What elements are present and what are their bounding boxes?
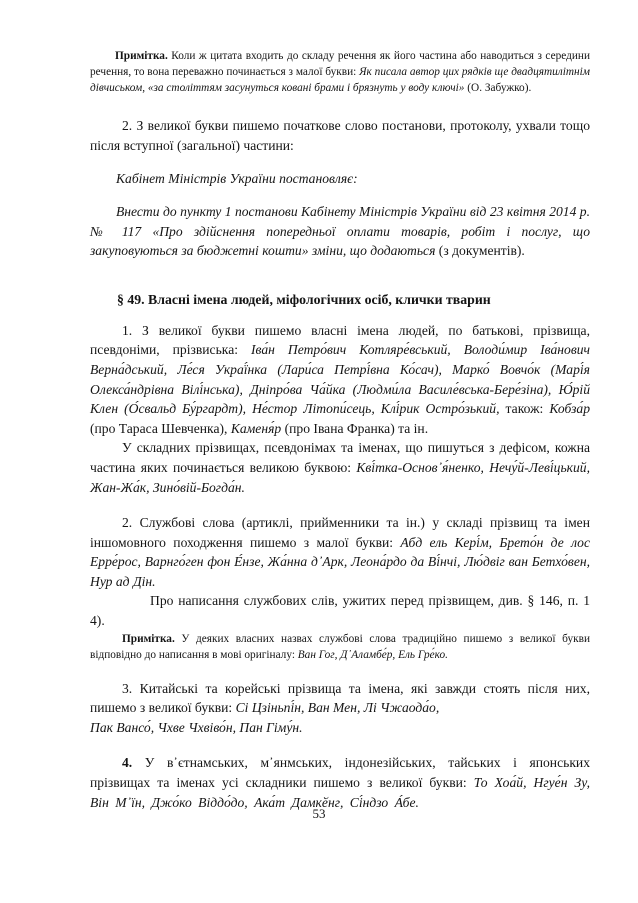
paragraph-function-words: 2. Службові слова (артиклі, прийменники та ін.) у складі прізвищ та імен іншомовного походження пишемо з малої букви: Абд ель Кері́м, Брето́н де лос Ерре́рос, Варнго́ген фон Е́нзе, Жа́нна д᾽Арк, Леона́рдо да Ві́нчі, Лю́двіг ван Бетхо́вен, Нур ад Дін. bbox=[90, 515, 590, 589]
note-example: Як писала автор цих рядків ще двадцятилітнім дівчиськом, «за століттям засунуться ковані брами і брязнуть у воду ключі» bbox=[90, 66, 590, 94]
cross-reference: Про написання службових слів, ужитих перед прізвищем, див. § 146, п. 1 4). bbox=[90, 593, 590, 629]
function-word-examples: Абд ель Кері́м, Брето́н де лос Ерре́рос, Варнго́ген фон Е́нзе, Жа́нна д᾽Арк, Леона́рдо да Ві́нчі, Лю́двіг ван Бетхо́вен, Нур ад Дін. bbox=[90, 534, 590, 589]
quote-resolution-text: Внести до пункту 1 постанови Кабінету Міністрів України від 23 квітня 2014 р. № 117 «Про здійснення попередньої оплати товарів, робіт і послуг, що закуповуються за бюджетні кошти» зміни, що додаються (з документів). bbox=[90, 203, 590, 259]
note-label: Примітка. bbox=[115, 50, 168, 62]
paragraph-hyphenated-names: У складних прізвищах, псевдонімах та іменах, що пишуться з дефісом, кожна частина яких починається великою буквою: Кві́тка-Основ᾽я́ненко, Нечу́й-Леві́цький, Жан-Жа́к, Зино́вій-Богда́н. bbox=[90, 440, 590, 495]
asian-name-examples: То Хоа́й, Нгуе́н Зу, Він М᾽їн, Джо́ко Віддо́до, Ака́т Дамкӗнг, Сі́ндзо А́бе. bbox=[90, 775, 590, 810]
paragraph-resolution: 2. З великої букви пишемо початкове слово постанови, протоколу, ухвали тощо після вступної (загальної) частини: bbox=[90, 118, 590, 153]
hyphen-examples: Кві́тка-Основ᾽я́ненко, Нечу́й-Леві́цький, Жан-Жа́к, Зино́вій-Богда́н. bbox=[90, 459, 590, 495]
page-number: 53 bbox=[312, 806, 326, 821]
page-content bbox=[90, 48, 590, 812]
paragraph-names: 1. З великої букви пишемо власні імена людей, по батькові, прізвища, псевдоніми, прізвиська: Іва́н Петро́вич Котляре́вський, Володи́мир Іва́нович Верна́дський, Ле́ся Украї́нка (Лари́са Петрі́вна Ко́сач), Марко́ Вовчо́к (Марі́я Олекса́ндрівна Вілі́нська), Дніпро́ва Ча́йка (Людми́ла Василе́вська-Бере́зіна), Ю́рій Клен (О́свальд Бу́ргардт), Не́стор Літопи́сець, Клі́рик Остро́зький, також: Кобза́р (про Тараса Шевченка), Камeня́р (про Івана Франка) та ін. bbox=[90, 322, 591, 436]
note-function-words: Примітка. У деяких власних назвах службові слова традиційно пишемо з великої букви відповідно до написання в мові оригіналу: Ван Гог, Д᾽Аламбе́р, Ель Гре́ко. bbox=[90, 632, 590, 661]
paragraph-chinese-korean: 3. Китайські та корейські прізвища та імена, які завжди стоять після них, пишемо з великої букви: Сі Цзіньпі́н, Ван Мен, Лі Чжаода́о, Пак Вансо́, Чхве Чхвіво́н, Пан Гіму́н. bbox=[90, 680, 590, 735]
quote-cabinet: Кабінет Міністрів України постановляє: bbox=[116, 170, 358, 186]
names-examples: Іва́н Петро́вич Котляре́вський, Володи́мир Іва́нович Верна́дський, Ле́ся Украї́нка (Лари́са Петрі́вна Ко́сач), Марко́ Вовчо́к (Марі́я Олекса́ндрівна Вілі́нська), Дніпро́ва Ча́йка (Людми́ла Василе́вська-Бере́зіна), Ю́рій Клен (О́свальд Бу́ргардт), Не́стор Літопи́сець, Клі́рик Остро́зький, bbox=[90, 342, 591, 417]
paragraph-asian-names: 4. У в᾽єтнамських, м᾽янмських, індонезійських, тайських і японських прізвищах та іменах усі складники пишемо з великої букви: То Хоа́й, Нгуе́н Зу, Він М᾽їн, Джо́ко Віддо́до, Ака́т Дамкӗнг, Сі́ндзо А́бе. bbox=[90, 755, 590, 810]
note-quote-lowercase: Примітка. Коли ж цитата входить до складу речення як його частина або наводиться з середини речення, то вона переважно починається з малої букви: Як писала автор цих рядків ще двадцятилітнім дівчиськом, «за століттям засунуться ковані брами і брязнуть у воду ключі» (О. Забужко). bbox=[90, 50, 590, 94]
note-label-2: Примітка. bbox=[122, 632, 175, 645]
section-heading: § 49. Власні імена людей, міфологічних осіб, клички тварин bbox=[117, 291, 491, 307]
